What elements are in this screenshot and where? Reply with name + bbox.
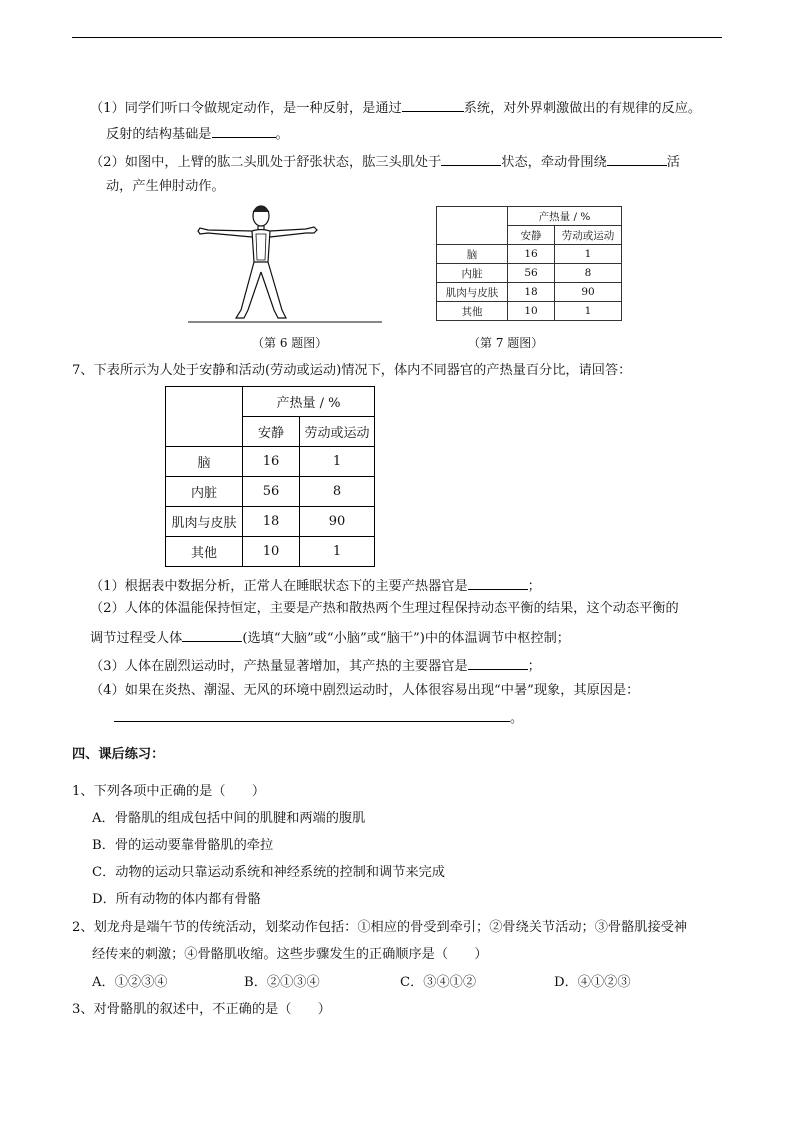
header-rule <box>72 37 722 38</box>
q7-sub2-cont: 调节过程受人体 (选填“大脑”或“小脑”或“脑干”)中的体温调节中枢控制； <box>90 627 570 648</box>
answer-blank[interactable] <box>402 97 464 112</box>
answer-blank[interactable] <box>607 151 667 166</box>
table-row: 内脏 56 8 <box>166 477 375 507</box>
table-row: 脑 16 1 <box>437 245 622 264</box>
table-corner-cell <box>166 387 243 447</box>
table-row: 内脏 56 8 <box>437 264 622 283</box>
q1-option-b: B．骨的运动要靠骨骼肌的牵拉 <box>92 838 274 853</box>
column-header-rest: 安静 <box>508 226 555 245</box>
table-row: 脑 16 1 <box>166 447 375 477</box>
figure7-table <box>436 206 622 321</box>
q2-stem-cont: 经传来的刺激；④骨骼肌收缩。这些步骤发生的正确顺序是（ ） <box>92 947 488 962</box>
figure6-caption: （第 6 题图） <box>252 336 328 350</box>
column-header-active: 劳动或运动 <box>555 226 622 245</box>
q1-option-d: D．所有动物的体内都有骨骼 <box>92 892 261 907</box>
figure7-caption: （第 7 题图） <box>468 336 544 350</box>
q7-sub4-answer: 。 <box>114 707 523 728</box>
table-header: 产热量 / % <box>243 387 375 417</box>
q7-sub2: （2）人体的体温能保持恒定，主要是产热和散热两个生理过程保持动态平衡的结果，这个动态平衡的 <box>90 601 679 616</box>
q1-stem: 1、下列各项中正确的是（ ） <box>72 784 266 799</box>
table-corner-cell <box>437 207 508 245</box>
q2-stem: 2、划龙舟是端午节的传统活动，划桨动作包括：①相应的骨受到牵引；②骨绕关节活动；③骨骼肌接受神 <box>72 920 688 935</box>
table-row: 其他 10 1 <box>166 537 375 567</box>
table-row: 肌肉与皮肤 18 90 <box>437 283 622 302</box>
section4-title: 四、课后练习： <box>72 747 165 762</box>
answer-blank[interactable] <box>468 575 528 590</box>
q7-stem: 7、下表所示为人处于安静和活动(劳动或运动)情况下，体内不同器官的产热量百分比，请回答： <box>72 363 632 378</box>
q2-option-a: A．①②③④ <box>92 975 168 990</box>
table-header: 产热量 / % <box>508 207 622 226</box>
answer-blank[interactable] <box>182 627 242 642</box>
q7-sub3: （3）人体在剧烈运动时，产热量显著增加，其产热的主要器官是 ； <box>90 655 541 676</box>
q6-part1-cont: 反射的结构基础是 。 <box>106 123 289 144</box>
q6-part2-cont: 动，产生伸肘动作。 <box>106 179 225 194</box>
q1-option-a: A．骨骼肌的组成包括中间的肌腱和两端的腹肌 <box>92 811 366 826</box>
q2-option-d: D．④①②③ <box>554 975 631 990</box>
answer-blank[interactable] <box>212 123 276 138</box>
column-header-rest: 安静 <box>243 417 300 447</box>
answer-blank[interactable] <box>468 655 528 670</box>
q7-sub1: （1）根据表中数据分析，正常人在睡眠状态下的主要产热器官是 ； <box>90 575 541 596</box>
answer-blank[interactable] <box>441 151 501 166</box>
table-row: 其他 10 1 <box>437 302 622 321</box>
q7-sub4: （4）如果在炎热、潮湿、无风的环境中剧烈运动时，人体很容易出现“中暑”现象，其原因是： <box>90 683 640 698</box>
q6-part2: （2）如图中，上臂的肱二头肌处于舒张状态，肱三头肌处于 状态，牵动骨围绕 活 <box>90 151 680 172</box>
answer-blank[interactable] <box>114 707 510 722</box>
q7-table <box>165 386 375 567</box>
column-header-active: 劳动或运动 <box>300 417 375 447</box>
person-arms-extended-figure <box>186 200 386 330</box>
q6-part1: （1）同学们听口令做规定动作，是一种反射，是通过 系统，对外界刺激做出的有规律的反应。 <box>90 97 701 118</box>
q2-option-c: C．③④①② <box>400 975 477 990</box>
table-row: 肌肉与皮肤 18 90 <box>166 507 375 537</box>
q3-stem: 3、对骨骼肌的叙述中，不正确的是（ ） <box>72 1002 331 1017</box>
q2-option-b: B．②①③④ <box>244 975 320 990</box>
q1-option-c: C．动物的运动只靠运动系统和神经系统的控制和调节来完成 <box>92 865 445 880</box>
